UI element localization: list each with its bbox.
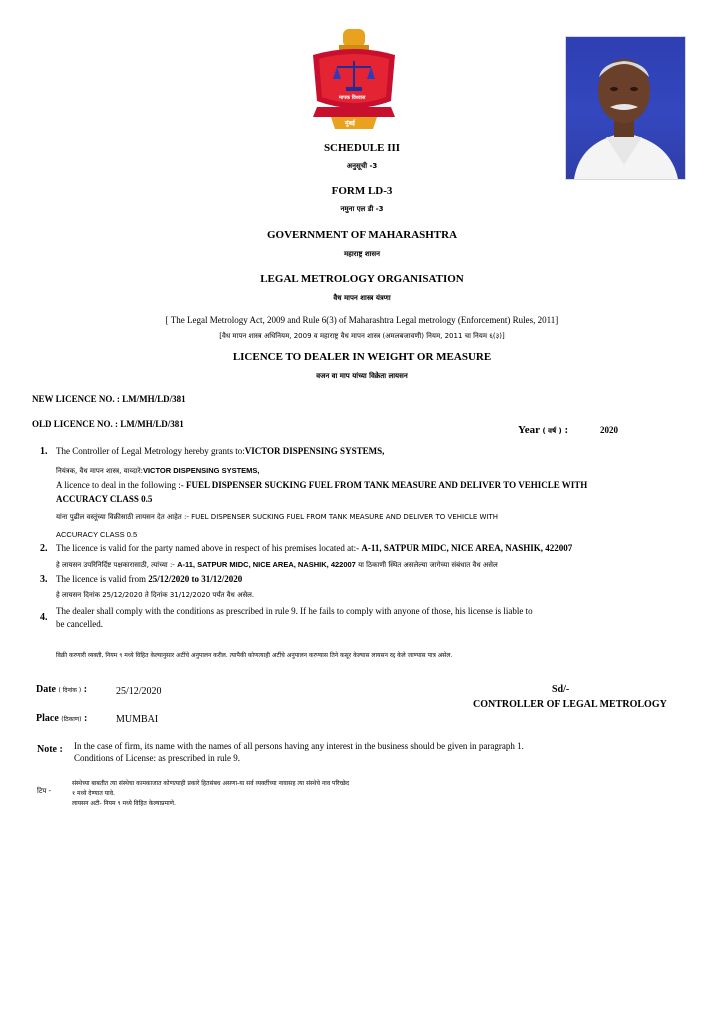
item-3-to: to [189, 574, 202, 584]
schedule-title: SCHEDULE III [323, 142, 401, 154]
item-1-deal-prefix: A licence to deal in the following :- [56, 480, 186, 490]
item-1-deal [56, 480, 587, 490]
item-2-prefix: The licence is valid for the party named above in respect of his premises located at:- [56, 543, 362, 553]
place-value: MUMBAI [116, 714, 159, 725]
item-2-dev-suffix: या ठिकाणी स्थित असलेल्या जागेच्या संबंधात वैध असेल [355, 561, 498, 569]
item-4-dev: विक्री करणारी व्यक्ती, नियम ९ मध्ये विहित केल्यानुसार अटींचे अनुपालन करील. त्यापैकी कोणत्याही अटींचे अनुपालन करण्यास तिने कसूर केल्यास लायसन रद्द केले जाण्यास पात्र असेल. [56, 652, 453, 659]
date-label-dev: ( दिनांक ) [58, 687, 82, 694]
person-photo-icon [566, 37, 685, 179]
note-dev-label: टिप - [37, 787, 52, 795]
item-4-number: 4. [40, 612, 48, 623]
licence-title: LICENCE TO DEALER IN WEIGHT OR MEASURE [232, 351, 492, 363]
act-reference-dev: [वैध मापन शास्त्र अधिनियम, 2009 व महाराष्ट्र वैध मापन शास्त्र (अमलबजावणी) नियम, 2011 चा नियम ६(३)] [219, 332, 505, 340]
year-colon: : [564, 424, 569, 436]
item-2-dev-address: A-11, SATPUR MIDC, NICE AREA, NASHIK, 422007 [177, 560, 356, 569]
form-title: FORM LD-3 [331, 185, 393, 197]
date-field [36, 684, 87, 695]
date-colon: : [83, 684, 88, 695]
licensee-photo [565, 36, 686, 180]
item-1-number: 1. [40, 446, 48, 457]
emblem-logo-text: मापक विश्वास [339, 95, 366, 101]
item-3-prefix: The licence is valid from [56, 574, 149, 584]
item-1-dev [56, 466, 260, 476]
item-3-date-from: 25/12/2020 [148, 574, 190, 584]
date-value: 25/12/2020 [116, 686, 162, 697]
emblem-footer-text: मुंबई [345, 120, 355, 127]
note-dev-line-2: १ मध्ये देण्यात यावे. [72, 790, 115, 797]
year-value: 2020 [600, 425, 618, 435]
place-label-dev: (ठिकाण) [61, 716, 82, 723]
item-3-date-to: 31/12/2020 [201, 574, 243, 584]
item-1-dev-prefix: नियंत्रक, वैध मापन शास्त्र, याव्दारे: [56, 467, 143, 475]
organisation-title-dev: वैध मापन शास्त्र यंत्रणा [333, 294, 391, 302]
organisation-title: LEGAL METROLOGY ORGANISATION [260, 273, 464, 285]
item-1-deal-dev: यांना पुढील वस्तूंच्या विक्रीसाठी लायसन देत आहेत :- FUEL DISPENSER SUCKING FUEL FROM TANK MEASURE AND DELIVER TO VEHICLE WITH [56, 513, 499, 521]
emblem-icon [303, 27, 405, 133]
place-label: Place [36, 713, 59, 724]
item-1-deal-class: ACCURACY CLASS 0.5 [56, 494, 153, 504]
item-1-deal-dev-class: ACCURACY CLASS 0.5 [56, 530, 138, 539]
item-1-dev-grantee: VICTOR DISPENSING SYSTEMS, [142, 466, 260, 475]
note-dev-line-3: लायसन अटी- नियम ९ मध्ये विहित केल्याप्रमाणे. [72, 800, 176, 807]
licence-title-dev: वजन वा माप यांच्या विक्रेता लायसन [316, 372, 408, 380]
item-1-text [56, 446, 384, 456]
item-2-dev [56, 560, 498, 570]
item-2-address: A-11, SATPUR MIDC, NICE AREA, NASHIK, 422007 [361, 543, 573, 553]
item-3-text [56, 574, 242, 584]
signature-sd: Sd/- [552, 684, 570, 695]
place-colon: : [84, 713, 88, 724]
act-reference: [ The Legal Metrology Act, 2009 and Rule 6(3) of Maharashtra Legal metrology (Enforcement) Rules, 2011] [165, 315, 559, 325]
year-label-dev: ( वर्ष ) [542, 427, 562, 435]
item-2-text [56, 543, 572, 553]
legal-metrology-emblem [303, 27, 405, 133]
item-3-dev: हे लायसन दिनांक 25/12/2020 ते दिनांक 31/12/2020 पर्यंत वैध असेल. [56, 591, 255, 599]
government-title: GOVERNMENT OF MAHARASHTRA [266, 229, 458, 241]
item-1-deal-goods: FUEL DISPENSER SUCKING FUEL FROM TANK MEASURE AND DELIVER TO VEHICLE WITH [185, 480, 588, 490]
item-4-text-1: The dealer shall comply with the conditions as prescribed in rule 9. If he fails to comply with anyone of those, his license is liable to [56, 606, 533, 616]
item-1-prefix: The Controller of Legal Metrology hereby grants to: [56, 446, 245, 456]
item-2-dev-prefix: हे लायसन उपरिनिर्दिष्ट पक्षकारासाठी, त्यांच्या :- [56, 561, 178, 569]
date-label: Date [36, 684, 56, 695]
year-field [518, 424, 568, 436]
item-4-text-2: be cancelled. [56, 619, 103, 629]
schedule-title-dev: अनुसूची -3 [346, 162, 378, 170]
note-line-1: In the case of firm, its name with the names of all persons having any interest in the business should be given in paragraph 1. [74, 741, 524, 751]
old-licence-number: OLD LICENCE NO. : LM/MH/LD/381 [32, 419, 184, 429]
item-2-number: 2. [40, 543, 48, 554]
note-dev-line-1: संस्थेच्या बाबतीत त्या संस्थेचा कामकाजात कोणत्याही प्रकारे हितसंबध असणा-या सर्व व्यक्तींच्या नावासह त्या संस्थेचे नाव परिच्छेद [72, 780, 350, 787]
item-3-number: 3. [40, 574, 48, 585]
new-licence-number: NEW LICENCE NO. : LM/MH/LD/381 [32, 394, 186, 404]
form-title-dev: नमुना एल डी -3 [340, 205, 384, 213]
note-line-2: Conditions of License: as prescribed in rule 9. [74, 753, 240, 763]
item-1-grantee: VICTOR DISPENSING SYSTEMS, [244, 446, 385, 456]
controller-signatory: CONTROLLER OF LEGAL METROLOGY [473, 699, 667, 710]
year-label: Year [518, 424, 540, 436]
government-title-dev: महाराष्ट्र शासन [343, 250, 381, 258]
note-label: Note : [37, 744, 63, 755]
place-field [36, 713, 87, 724]
